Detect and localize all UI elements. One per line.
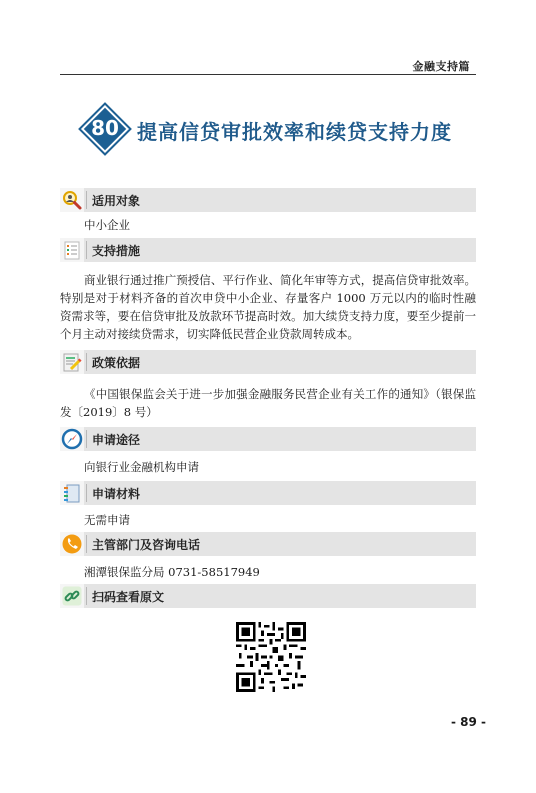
- section-separator: [86, 353, 87, 371]
- section-applicable: [60, 188, 476, 212]
- section-separator: [86, 484, 87, 502]
- section-label: 申请途径: [92, 433, 141, 447]
- section-label: 主管部门及咨询电话: [92, 538, 201, 552]
- section-separator: [86, 241, 87, 259]
- section-contact: [60, 532, 476, 556]
- page-number: - 89 -: [451, 715, 487, 729]
- badge-number: 80: [91, 116, 119, 140]
- qr-code[interactable]: [236, 622, 306, 692]
- header-rule: [60, 74, 476, 75]
- basis-text: 《中国银保监会关于进一步加强金融服务民营企业有关工作的通知》（银保监发〔2019〕8 号）: [60, 387, 476, 419]
- magnifier-icon: [60, 188, 84, 212]
- measures-text: 商业银行通过推广预授信、平行作业、简化年审等方式，提高信贷审批效率。特别是对于材料齐备的首次申贷中小企业、存量客户 1000 万元以内的临时性融资需求等，要在信贷审批及放款环节提高时效。加大续贷支持力度，要至少提前一个月主动对接续贷需求，切实降低民营企业贷款周转成本。: [60, 273, 476, 341]
- channel-text: 向银行业金融机构申请: [84, 460, 199, 474]
- section-label: 支持措施: [92, 244, 141, 258]
- number-badge: [80, 104, 128, 152]
- section-label: 扫码查看原文: [92, 590, 165, 604]
- section-basis: [60, 350, 476, 374]
- phone-icon: [60, 532, 84, 556]
- contact-text: 湘潭银保监分局 0731-58517949: [84, 565, 260, 579]
- document-pencil-icon: [60, 350, 84, 374]
- section-separator: [86, 191, 87, 209]
- header-section-title: 金融支持篇: [412, 60, 470, 73]
- section-label: 政策依据: [92, 356, 141, 370]
- section-measures: [60, 238, 476, 262]
- link-icon: [60, 584, 84, 608]
- compass-icon: [60, 427, 84, 451]
- section-label: 申请材料: [92, 487, 141, 501]
- section-separator: [86, 535, 87, 553]
- materials-text: 无需申请: [84, 513, 130, 527]
- title-block: [80, 104, 460, 156]
- section-separator: [86, 587, 87, 605]
- page-title: 提高信贷审批效率和续贷支持力度: [137, 120, 452, 144]
- section-label: 适用对象: [92, 194, 141, 208]
- section-scan: [60, 584, 476, 608]
- section-channel: [60, 427, 476, 451]
- notebook-icon: [60, 481, 84, 505]
- section-materials: [60, 481, 476, 505]
- section-separator: [86, 430, 87, 448]
- applicable-text: 中小企业: [84, 218, 130, 232]
- checklist-icon: [60, 238, 84, 262]
